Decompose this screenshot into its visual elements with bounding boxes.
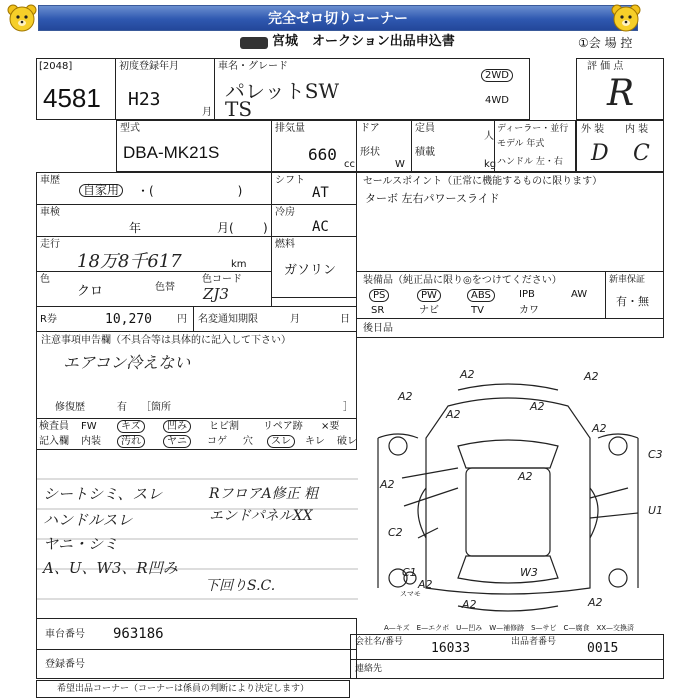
corner-label: 希望出品コーナー（コーナーは係員の判断により決定します） <box>57 684 310 694</box>
new-car-cell <box>605 271 664 319</box>
auction-logo-icon <box>240 37 268 49</box>
note-right-3: 下回りS.C. <box>205 578 276 594</box>
color-code-value: ZJ3 <box>203 285 229 303</box>
after-fit-cell <box>356 318 664 338</box>
equip-leather: カワ <box>519 305 539 316</box>
member-number: 16033 <box>431 641 471 656</box>
note-left-3: ヤニ・シミ <box>43 535 119 553</box>
eval-label: 評 価 点 <box>587 61 624 72</box>
drive-2wd: 2WD <box>481 69 513 82</box>
mark-c1: C1 <box>402 566 417 579</box>
dealer-cell <box>494 120 576 172</box>
inspection-month: 月( <box>217 221 234 235</box>
first-reg-month: 月 <box>202 107 212 118</box>
fuel-label: 燃料 <box>275 239 295 250</box>
mark-w3: W3 <box>520 566 538 579</box>
equipment-cell <box>356 271 606 319</box>
contact-cell <box>350 659 664 679</box>
damage-legend: A—キズ E—エクボ U—凹み W—補修跡 S—サビ C—腐食 XX—交換済 <box>384 624 635 632</box>
inspection-label: 車検 <box>40 207 60 218</box>
shift-label: シフト <box>275 175 305 186</box>
aircon-value: AC <box>312 219 329 235</box>
color-label: 色 <box>40 274 50 285</box>
equip-navi: ナビ <box>419 305 439 316</box>
car-name: パレットSW <box>225 79 340 103</box>
form-title: オークション出品申込書 <box>312 34 455 49</box>
equip-abs: ABS <box>467 289 495 302</box>
venue-prefix: 宮城 <box>272 34 299 49</box>
color-value: クロ <box>77 284 104 299</box>
load-label: 積載 <box>415 147 435 158</box>
mirror-label: スマモ <box>400 590 421 598</box>
mark-a2-10: A2 <box>588 596 603 609</box>
recycle-value: 10,270 <box>105 312 152 327</box>
color-change-label: 色替 <box>155 282 175 293</box>
insp-dirt: 汚れ <box>117 435 145 448</box>
chassis-number: 963186 <box>113 626 164 642</box>
inspector-notes-area <box>36 449 357 619</box>
shape-value: W <box>395 159 405 170</box>
member-label: 会社名/番号 <box>355 637 404 647</box>
insp-tear: 破レ <box>337 436 357 447</box>
repair-value: 有 <box>117 402 127 413</box>
first-reg-cell <box>115 58 215 120</box>
drive-4wd: 4WD <box>485 95 509 106</box>
insp-interior: 内装 <box>81 436 101 447</box>
insp-repair: リペア跡 <box>263 421 303 432</box>
lot-code: [2048] <box>39 61 73 72</box>
deadline-label: 名変通知期限 <box>198 314 258 325</box>
model-year-label: モデル 年式 <box>497 139 545 149</box>
seller-label: 出品者番号 <box>511 637 557 647</box>
displacement-unit: cc <box>344 159 355 170</box>
capacity-cell <box>411 120 495 172</box>
insp-burn: コゲ <box>207 436 227 447</box>
repair-close: ］ <box>343 402 353 413</box>
first-reg-era: H23 <box>128 89 161 110</box>
seller-number: 0015 <box>587 641 619 656</box>
fuel-cell <box>271 236 357 298</box>
eval-cell <box>576 58 664 120</box>
vehicle-diagram <box>358 338 664 618</box>
mileage-cell <box>36 236 272 272</box>
mark-a2-1: A2 <box>460 368 475 381</box>
equipment-label: 装備品（純正品に限り◎をつけてください） <box>363 275 562 286</box>
recycle-unit: 円 <box>177 314 187 325</box>
load-unit: kg <box>484 159 497 170</box>
mark-a2-8: A2 <box>380 478 395 491</box>
interior-grade: C <box>633 141 650 166</box>
lot-number: 4581 <box>43 83 101 113</box>
mark-c2: C2 <box>388 526 403 539</box>
car-name-cell <box>214 58 530 120</box>
insp-cut: キレ <box>305 436 325 447</box>
mark-u1: U1 <box>648 504 664 517</box>
mark-a2-3: A2 <box>398 390 413 403</box>
reg-label: 登録番号 <box>45 659 85 670</box>
model-label: 型式 <box>120 123 140 134</box>
note-left-1: シートシミ、スレ <box>43 485 163 503</box>
eval-score: R <box>607 73 635 114</box>
aircon-label: 冷房 <box>275 207 295 218</box>
banner: 完全ゼロ切りコーナー <box>38 5 638 31</box>
deadline-day: 日 <box>340 314 350 325</box>
exterior-interior-cell <box>576 120 664 172</box>
displacement-cell <box>271 120 357 172</box>
inspection-day: ) <box>263 221 268 235</box>
inspector-cell <box>36 418 357 450</box>
exterior-label: 外 装 <box>581 124 605 135</box>
capacity-persons: 人 <box>484 131 494 142</box>
aircon-cell <box>271 204 357 237</box>
note-right-1: RフロアA修正 粗 <box>209 486 319 502</box>
notes-cell <box>36 331 357 419</box>
color-cell <box>36 271 272 307</box>
history-cell <box>36 172 272 205</box>
equip-aw: AW <box>571 289 588 300</box>
sales-point-cell <box>356 172 664 272</box>
notes-text: エアコン冷えない <box>63 353 191 372</box>
car-name-label: 車名・グレード <box>218 61 288 72</box>
repair-place: ［箇所 <box>141 402 171 413</box>
note-left-4: A、U、W3、R凹み <box>43 559 178 577</box>
mark-a2-5: A2 <box>446 408 461 421</box>
corner-cell <box>36 680 350 698</box>
chassis-label: 車台番号 <box>45 629 85 640</box>
after-fit-label: 後日品 <box>363 323 393 334</box>
dealer-label: ディーラー・並行 <box>497 124 569 134</box>
inspector-label: 検査員 <box>39 421 69 432</box>
mark-a2-6: A2 <box>592 422 607 435</box>
mark-a2-11: A2 <box>418 578 433 591</box>
venue-copy-label: ①会 場 控 <box>578 36 633 50</box>
new-car-value: 有・無 <box>616 295 649 308</box>
sales-point-value: ターボ 左右パワースライド <box>365 192 500 205</box>
fuel-value: ガソリン <box>284 263 337 278</box>
mark-c3: C3 <box>648 448 663 461</box>
doors-label: ドア <box>360 123 380 134</box>
note-left-2: ハンドルスレ <box>43 511 133 529</box>
equip-tv: TV <box>471 305 484 316</box>
history-value: 自家用 <box>79 184 123 197</box>
mark-a2-2: A2 <box>584 370 599 383</box>
equip-sr: SR <box>371 305 385 316</box>
deadline-cell <box>193 306 357 332</box>
insp-wear: スレ <box>267 435 295 448</box>
equip-pw: PW <box>417 289 441 302</box>
color-code-label: 色コード <box>202 274 242 285</box>
bear-mascot-right-icon <box>610 2 642 34</box>
history-rest: ・( ) <box>137 184 243 198</box>
note-right-2: エンドパネルXX <box>209 508 313 524</box>
insp-scratch: キズ <box>117 420 145 433</box>
new-car-label: 新車保証 <box>609 275 646 285</box>
interior-label: 内 装 <box>625 124 649 135</box>
displacement-value: 660 <box>308 145 337 164</box>
car-grade: TS <box>225 97 253 121</box>
insp-fw: FW <box>81 421 97 432</box>
recycle-cell <box>36 306 194 332</box>
insp-required: ×要 <box>321 421 340 432</box>
mileage-label: 走行 <box>40 239 60 250</box>
capacity-label: 定員 <box>415 123 435 134</box>
model-value: DBA-MK21S <box>123 143 220 162</box>
insp-nicotine: ヤニ <box>163 435 191 448</box>
exterior-grade: D <box>591 141 609 166</box>
insp-hole: 穴 <box>243 436 253 447</box>
reg-cell <box>36 649 357 679</box>
inspection-year: 年 <box>129 221 142 235</box>
mileage-unit: km <box>231 259 247 270</box>
recycle-label: R券 <box>40 314 57 325</box>
member-cell <box>350 634 664 660</box>
repair-label: 修復歴 <box>55 402 85 413</box>
handle-label: ハンドル 左・右 <box>497 157 563 167</box>
mark-a2-9: A2 <box>462 598 477 611</box>
chassis-cell <box>36 618 357 650</box>
mark-a2-4: A2 <box>530 400 545 413</box>
lot-cell <box>36 58 116 120</box>
displacement-label: 排気量 <box>275 123 305 134</box>
model-cell <box>116 120 272 172</box>
sales-point-label: セールスポイント（正常に機能するものに限ります） <box>363 176 603 187</box>
deadline-month: 月 <box>290 314 300 325</box>
insp-crack: ヒビ割 <box>209 421 239 432</box>
contact-label: 連絡先 <box>355 664 383 674</box>
equip-ipb: IPB <box>519 289 535 300</box>
mileage-value: 18万8千617 <box>77 251 182 272</box>
history-label: 車歴 <box>40 175 60 186</box>
bear-mascot-left-icon <box>6 2 38 34</box>
notes-label: 注意事項申告欄（不具合等は具体的に記入して下さい） <box>41 335 291 346</box>
inspection-cell <box>36 204 272 237</box>
shape-label: 形状 <box>360 147 380 158</box>
mark-a2-7: A2 <box>518 470 533 483</box>
shift-value: AT <box>312 185 329 201</box>
shift-cell <box>271 172 357 205</box>
inspector-entry-label: 記入欄 <box>39 436 69 447</box>
insp-dent: 凹み <box>163 420 191 433</box>
doors-cell <box>356 120 412 172</box>
equip-ps: PS <box>369 289 389 302</box>
first-reg-label: 初度登録年月 <box>119 61 179 72</box>
